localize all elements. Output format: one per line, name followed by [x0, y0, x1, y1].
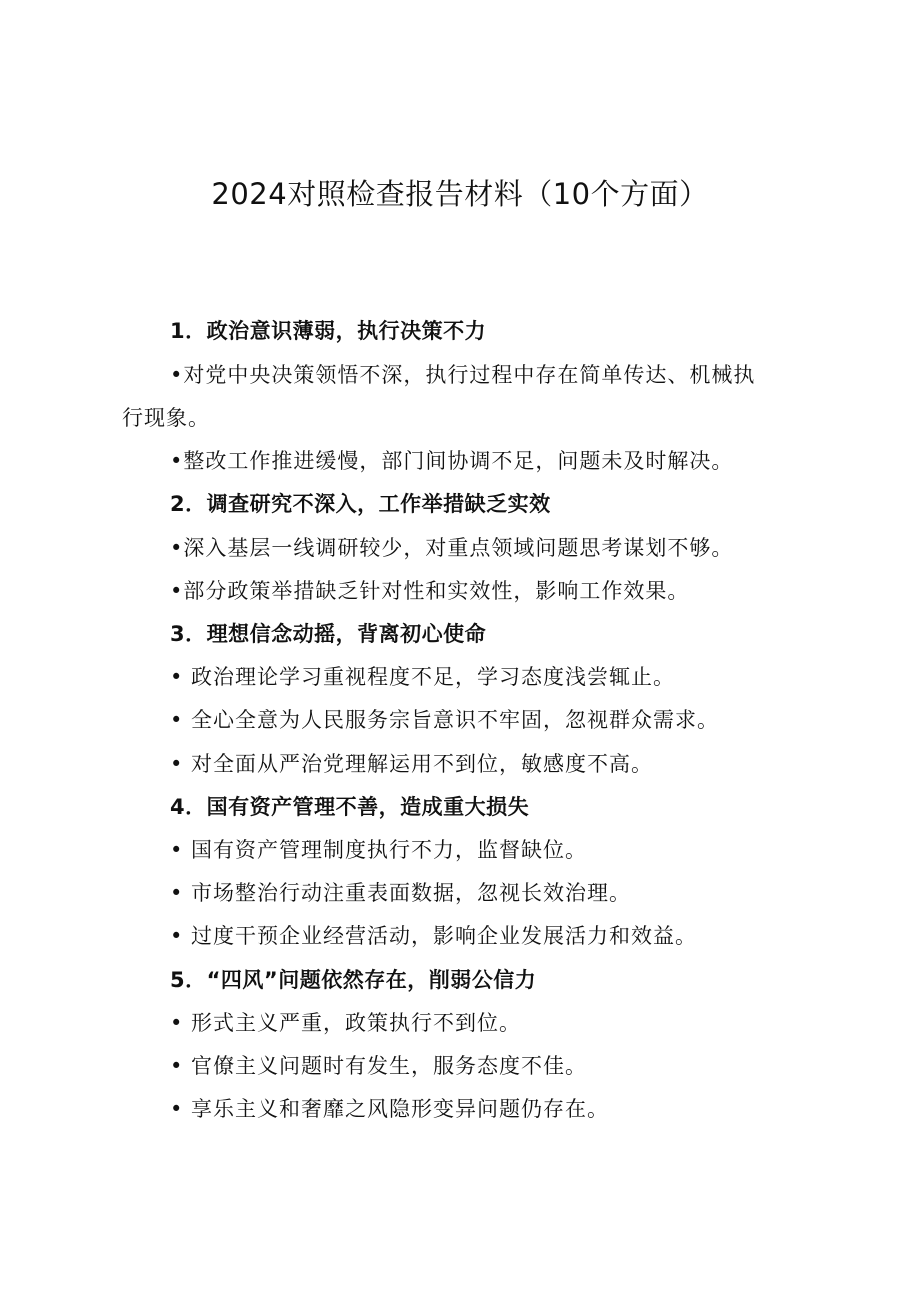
- list-item: • 政治理论学习重视程度不足，学习态度浅尝辄止。: [170, 665, 676, 689]
- document-title: 2024对照检查报告材料（10个方面）: [211, 177, 709, 211]
- list-item: 行现象。: [122, 406, 210, 430]
- list-item: • 国有资产管理制度执行不力，监督缺位。: [170, 838, 588, 862]
- list-item: • 市场整治行动注重表面数据，忽视长效治理。: [170, 881, 632, 905]
- section-heading-3: 3．理想信念动摇，背离初心使命: [170, 622, 487, 646]
- list-item: •对党中央决策领悟不深，执行过程中存在简单传达、机械执: [170, 363, 756, 387]
- list-item: • 过度干预企业经营活动，影响企业发展活力和效益。: [170, 924, 698, 948]
- section-heading-2: 2．调查研究不深入，工作举措缺乏实效: [170, 492, 551, 516]
- list-item: • 官僚主义问题时有发生，服务态度不佳。: [170, 1054, 588, 1078]
- list-item: •整改工作推进缓慢，部门间协调不足，问题未及时解决。: [170, 449, 734, 473]
- list-item: •部分政策举措缺乏针对性和实效性，影响工作效果。: [170, 579, 690, 603]
- list-item: • 形式主义严重，政策执行不到位。: [170, 1011, 522, 1035]
- list-item: • 对全面从严治党理解运用不到位，敏感度不高。: [170, 752, 654, 776]
- list-item: • 全心全意为人民服务宗旨意识不牢固，忽视群众需求。: [170, 708, 720, 732]
- section-heading-1: 1．政治意识薄弱，执行决策不力: [170, 319, 487, 343]
- list-item: • 享乐主义和奢靡之风隐形变异问题仍存在。: [170, 1097, 610, 1121]
- section-heading-5: 5．“四风”问题依然存在，削弱公信力: [170, 968, 537, 992]
- section-heading-4: 4．国有资产管理不善，造成重大损失: [170, 795, 530, 819]
- list-item: •深入基层一线调研较少，对重点领域问题思考谋划不够。: [170, 536, 734, 560]
